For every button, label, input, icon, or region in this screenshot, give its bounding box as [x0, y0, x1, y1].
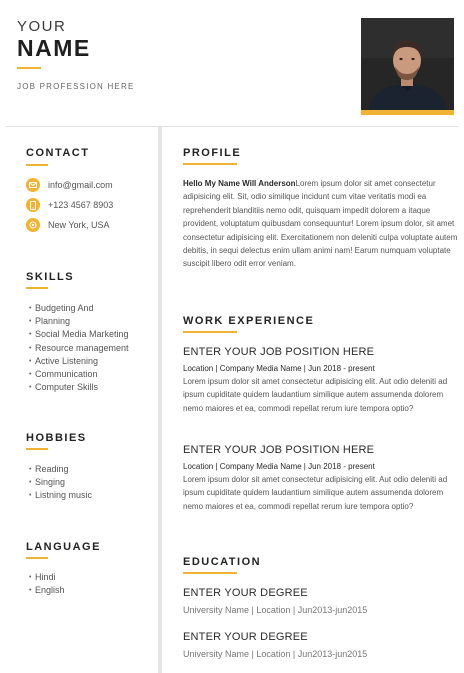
contact-email-text: info@gmail.com	[48, 180, 113, 190]
email-icon	[26, 178, 40, 192]
skill-item: • Active Listening	[30, 355, 129, 368]
skill-item: • Planning	[30, 315, 129, 328]
language-item: • English	[30, 584, 65, 597]
first-name: YOUR	[17, 18, 67, 35]
last-name: NAME	[17, 35, 91, 61]
skills-heading-line	[26, 287, 48, 289]
profile-heading-line	[183, 163, 237, 165]
education-heading-line	[183, 572, 237, 574]
profile-text	[183, 177, 459, 271]
hobbies-list	[30, 463, 92, 503]
contact-location	[26, 218, 110, 232]
education-heading: EDUCATION	[183, 556, 262, 568]
job-meta: Location | Company Media Name | Jun 2018 - present	[183, 462, 375, 471]
job-position: ENTER YOUR JOB POSITION HERE	[183, 346, 375, 358]
hobby-item: • Reading	[30, 463, 92, 476]
education-meta: University Name | Location | Jun2013-jun2015	[183, 649, 368, 659]
skill-item: • Social Media Marketing	[30, 328, 129, 341]
skill-item: • Budgeting And	[30, 302, 129, 315]
contact-phone-text: +123 4567 8903	[48, 200, 114, 210]
education-degree: ENTER YOUR DEGREE	[183, 631, 308, 643]
location-icon	[26, 218, 40, 232]
job-position: ENTER YOUR JOB POSITION HERE	[183, 444, 375, 456]
education-degree: ENTER YOUR DEGREE	[183, 587, 308, 599]
profile-photo	[361, 18, 454, 110]
contact-email	[26, 178, 113, 192]
education-meta: University Name | Location | Jun2013-jun2015	[183, 605, 368, 615]
skill-item: • Communication	[30, 368, 129, 381]
language-heading-line	[26, 557, 48, 559]
profile-intro: Hello My Name Will Anderson	[183, 179, 296, 188]
phone-icon	[26, 198, 40, 212]
work-heading-line	[183, 331, 237, 333]
contact-heading: CONTACT	[26, 147, 90, 159]
profile-heading: PROFILE	[183, 147, 242, 159]
skills-heading: SKILLS	[26, 271, 75, 283]
profile-photo-image	[361, 18, 454, 110]
language-heading: LANGUAGE	[26, 541, 101, 553]
hobbies-heading: HOBBIES	[26, 432, 87, 444]
resume-header	[0, 0, 464, 126]
contact-location-text: New York, USA	[48, 220, 110, 230]
contact-heading-line	[26, 164, 48, 166]
skill-item: • Computer Skills	[30, 381, 129, 394]
job-description: Lorem ipsum dolor sit amet consectetur adipisicing elit. Aut odio deleniti ad ipsum cupiditate quidem laudantium similique autem assumenda dolorem nemo maiores et ea, commodi repellat rerum iure tempora optio?	[183, 377, 448, 413]
job-profession: JOB PROFESSION HERE	[17, 82, 135, 91]
column-divider	[158, 127, 162, 673]
contact-phone	[26, 198, 113, 212]
hobby-item: • Singing	[30, 476, 92, 489]
profile-body: Lorem ipsum dolor sit amet consectetur adipisicing elit. Sit, odio similique incidunt cum vitae veritatis modi ea reprehenderit blanditiis nemo odit, quisquam impedit dolorem a itaque provident, voluptatum quibusdam consequuntur! Lorem ipsum dolor, sit amet consectetur adipisicing elit. Exercitationem non deleniti culpa voluptate autem debitis, in sequi delectus enim ullam animi nam! Earum numquam voluptate suscipit libero odit error veniam.	[183, 179, 458, 269]
hobby-item: • Listning music	[30, 489, 92, 502]
skill-item: • Resource management	[30, 342, 129, 355]
photo-accent-bar	[361, 110, 454, 115]
skills-list	[30, 302, 129, 394]
language-list	[30, 571, 65, 597]
header-accent-line	[17, 67, 41, 69]
work-heading: WORK EXPERIENCE	[183, 315, 315, 327]
hobbies-heading-line	[26, 448, 48, 450]
language-item: • Hindi	[30, 571, 65, 584]
job-description: Lorem ipsum dolor sit amet consectetur adipisicing elit. Aut odio deleniti ad ipsum cupiditate quidem laudantium similique autem assumenda dolorem nemo maiores et ea, commodi repellat rerum iure tempora optio?	[183, 475, 448, 511]
job-meta: Location | Company Media Name | Jun 2018 - present	[183, 364, 375, 373]
